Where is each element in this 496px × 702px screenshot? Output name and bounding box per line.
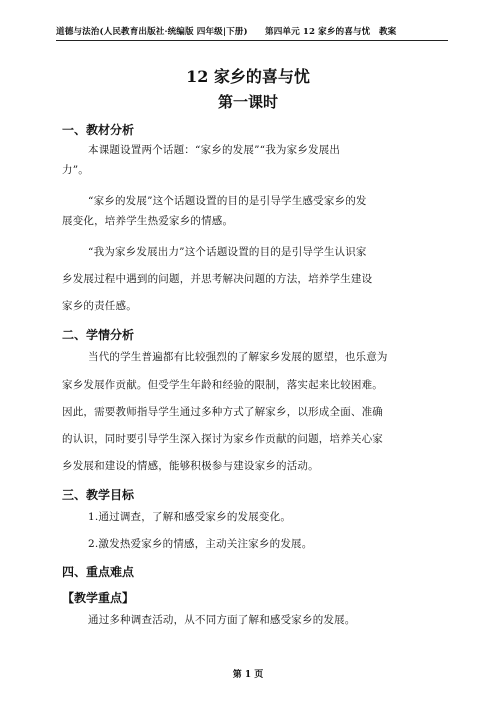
paragraph-line: 乡发展过程中遇到的问题，并思考解决问题的方法，培养学生建设 <box>62 273 373 285</box>
paragraph-line: 的认识，同时要引导学生深入探讨为家乡作贡献的问题，培养关心家 <box>62 433 383 445</box>
paragraph-line: “我为家乡发展出力”这个话题设置的目的是引导学生认识家 <box>88 246 367 258</box>
header-rule <box>56 40 448 41</box>
subheading-teaching-focus: 【教学重点】 <box>62 591 135 605</box>
paragraph-line: 家乡发展作贡献。但受学生年龄和经验的限制，落实起来比较困难。 <box>62 379 383 391</box>
page-number: 第 1 页 <box>232 670 264 680</box>
paragraph-line: 因此，需要教师指导学生通过多种方式了解家乡，以形成全面、准确 <box>62 406 383 418</box>
paragraph-line: 家乡的责任感。 <box>62 300 137 312</box>
section-heading-key-points: 四、重点难点 <box>62 565 135 579</box>
goal-line: 2.激发热爱家乡的情感，主动关注家乡的发展。 <box>88 538 313 550</box>
document-subtitle: 第一课时 <box>217 93 278 111</box>
paragraph-line: 力”。 <box>62 164 89 176</box>
paragraph-line: 通过多种调查活动，从不同方面了解和感受家乡的发展。 <box>88 614 356 626</box>
page-header: 道德与法治(人民教育出版社·统编版 四年级|下册) 第四单元 12 家乡的喜与忧 教案 <box>56 27 397 37</box>
paragraph-line: 当代的学生普遍都有比较强烈的了解家乡发展的愿望，也乐意为 <box>88 351 388 363</box>
goal-line: 1.通过调查，了解和感受家乡的发展变化。 <box>88 511 292 523</box>
paragraph-line: “家乡的发展”这个话题设置的目的是引导学生感受家乡的发 <box>88 195 367 207</box>
paragraph-line: 乡发展和建设的情感，能够积极参与建设家乡的活动。 <box>62 460 319 472</box>
document-title: 12 家乡的喜与忧 <box>186 67 310 86</box>
paragraph-line: 展变化，培养学生热爱家乡的情感。 <box>62 215 234 227</box>
section-heading-teaching-goals: 三、教学目标 <box>62 488 135 502</box>
paragraph-line: 本课题设置两个话题：“家乡的发展”“我为家乡发展出 <box>88 144 341 156</box>
section-heading-textbook-analysis: 一、教材分析 <box>62 123 135 137</box>
section-heading-student-analysis: 二、学情分析 <box>62 328 135 342</box>
